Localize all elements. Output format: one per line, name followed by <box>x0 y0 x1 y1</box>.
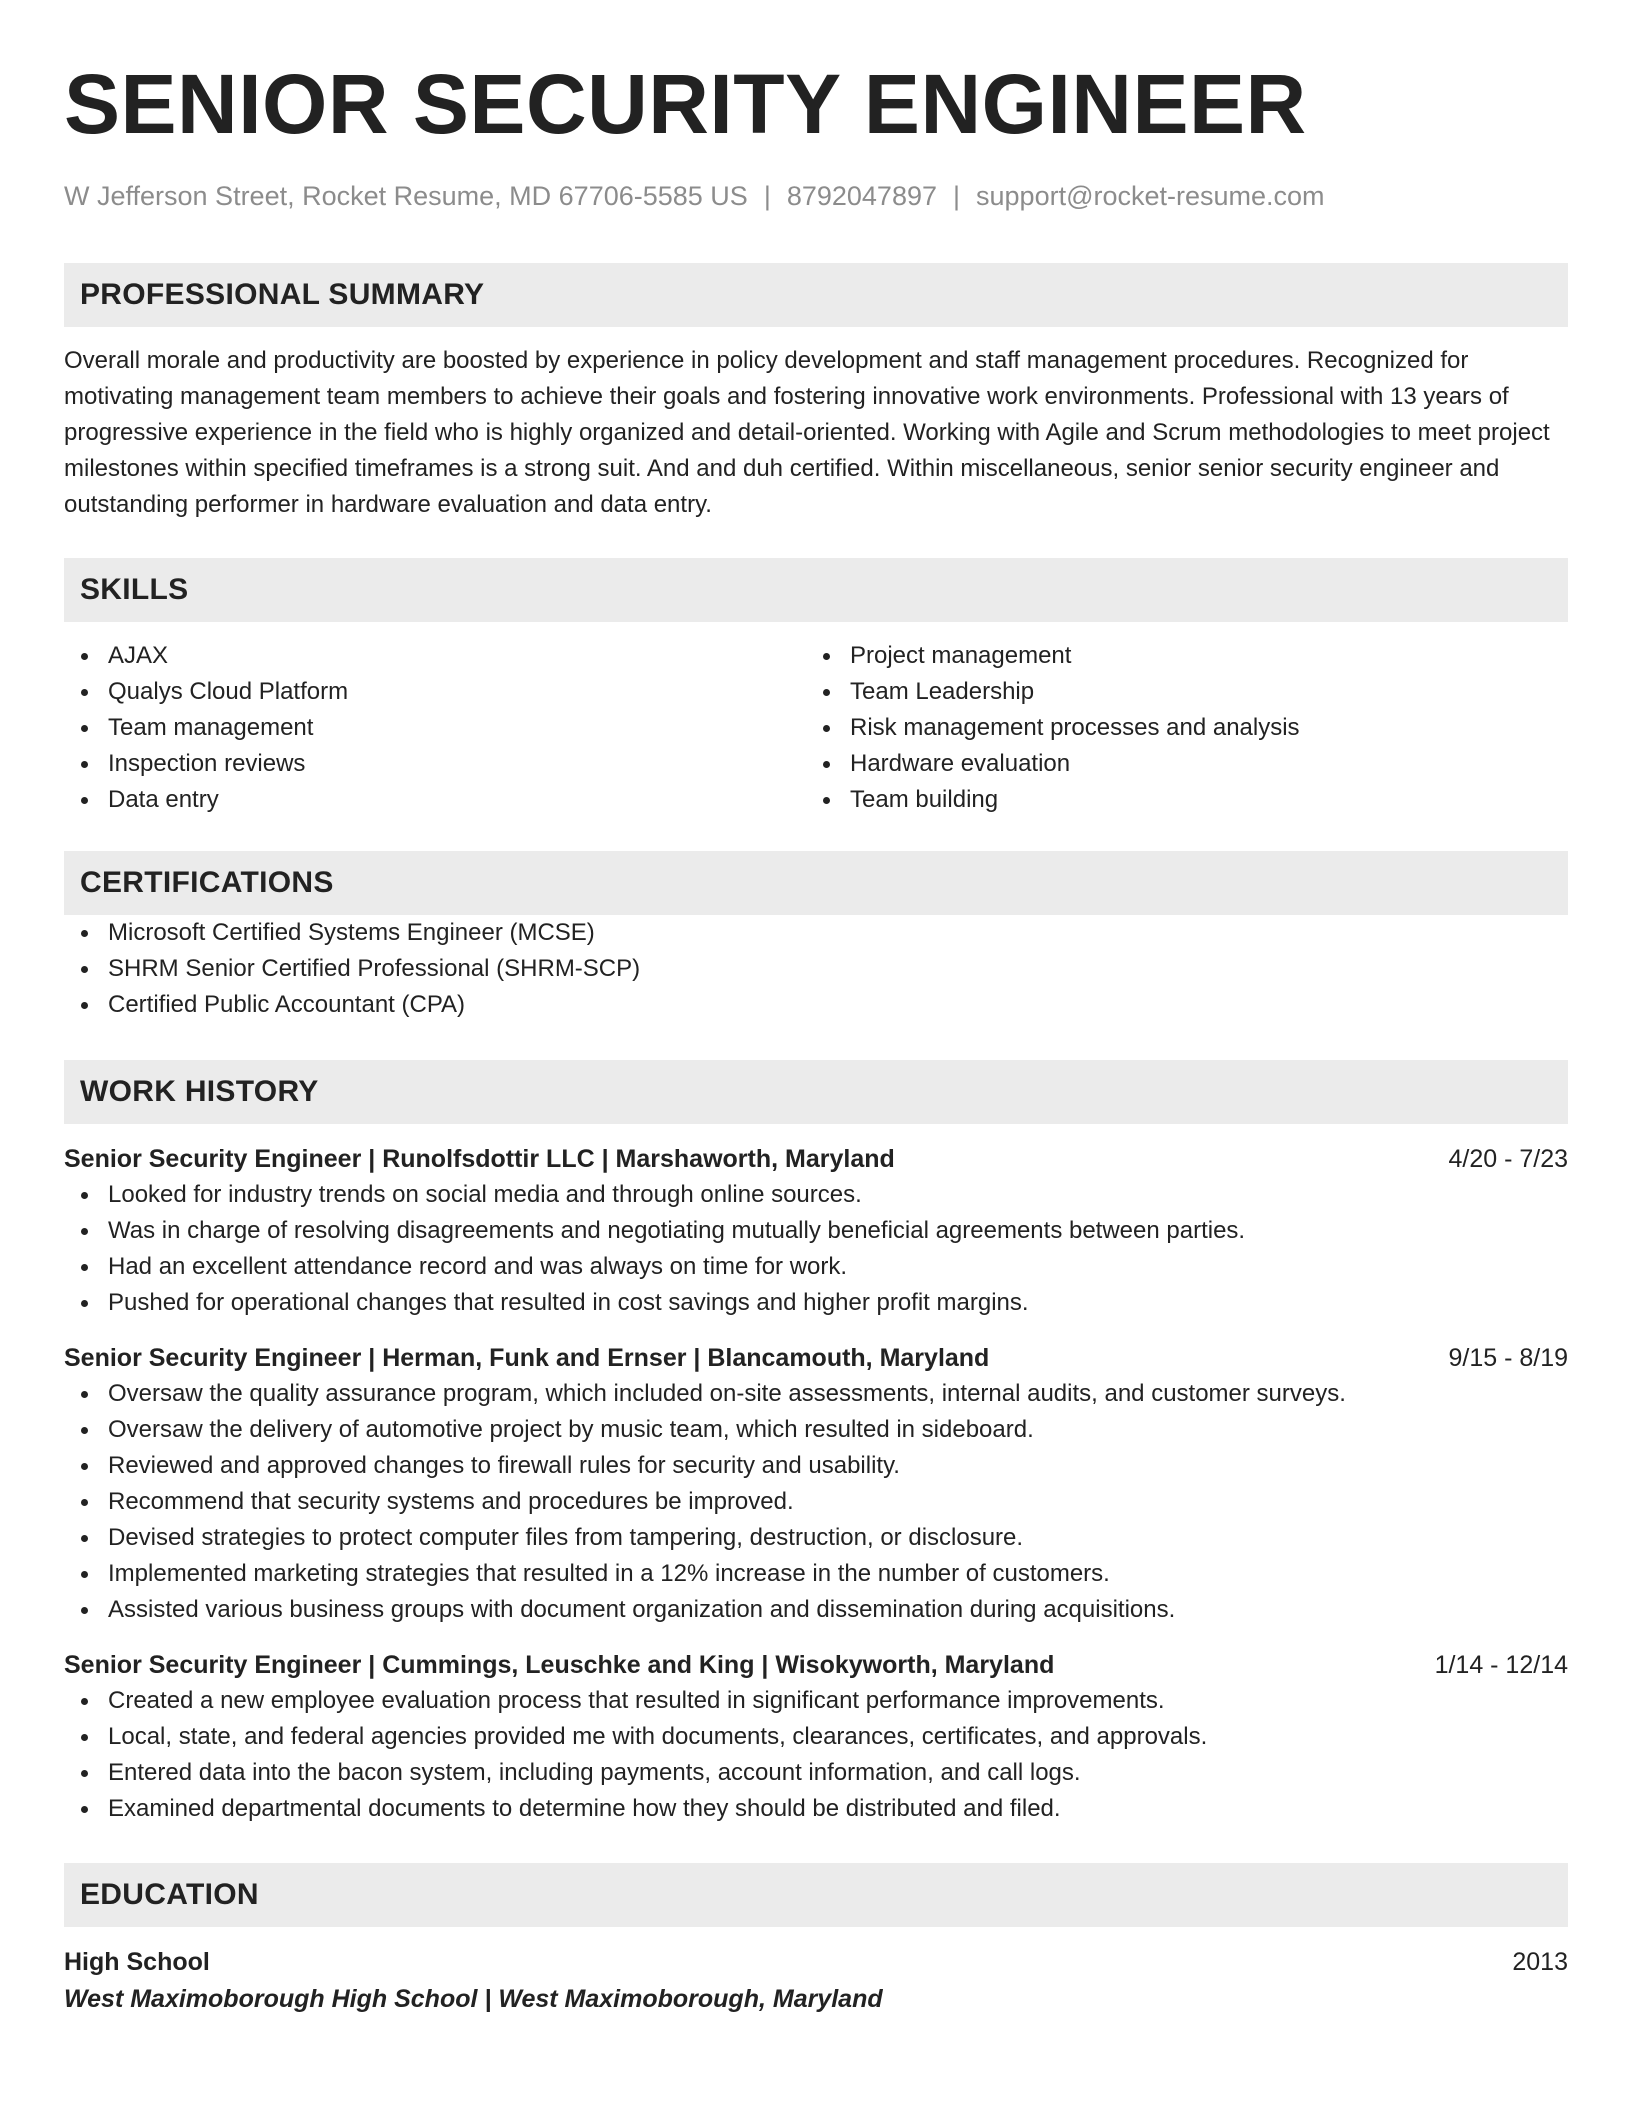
job-entry <box>64 1647 1568 1827</box>
skill-item: Hardware evaluation <box>806 746 1568 782</box>
section-header-work-history: WORK HISTORY <box>64 1060 1568 1124</box>
skill-item: AJAX <box>64 638 806 674</box>
job-header <box>64 1647 1568 1683</box>
skill-item: Team management <box>64 710 806 746</box>
skills-list-left <box>64 638 806 818</box>
contact-separator: | <box>763 181 771 211</box>
certification-item: SHRM Senior Certified Professional (SHRM-SCP) <box>64 951 1568 987</box>
job-title: Senior Security Engineer | Herman, Funk and Ernser | Blancamouth, Maryland <box>64 1344 990 1372</box>
skill-item: Data entry <box>64 782 806 818</box>
education-header <box>64 1944 1568 1980</box>
skill-item: Inspection reviews <box>64 746 806 782</box>
skill-item: Team Leadership <box>806 674 1568 710</box>
skills-grid <box>64 638 1568 818</box>
job-bullet: Looked for industry trends on social media and through online sources. <box>64 1177 1568 1213</box>
skills-list-right <box>806 638 1568 818</box>
education-school: West Maximoborough High School | West Maximoborough, Maryland <box>64 1985 883 2013</box>
job-dates: 4/20 - 7/23 <box>1448 1145 1568 1173</box>
section-header-summary: PROFESSIONAL SUMMARY <box>64 263 1568 327</box>
job-dates: 9/15 - 8/19 <box>1448 1344 1568 1372</box>
job-bullet: Was in charge of resolving disagreements and negotiating mutually beneficial agreements between parties. <box>64 1213 1568 1249</box>
summary-text: Overall morale and productivity are boosted by experience in policy development and staff management procedures. Recognized for motivating management team members to achieve their goals and fostering innovative work environments. Professional with 13 years of progressive experience in the field who is highly organized and detail-oriented. Working with Agile and Scrum methodologies to meet project milestones within specified timeframes is a strong suit. And and duh certified. Within miscellaneous, senior senior security engineer and outstanding performer in hardware evaluation and data entry. <box>64 347 1550 518</box>
job-title: Senior Security Engineer | Runolfsdottir LLC | Marshaworth, Maryland <box>64 1145 895 1173</box>
job-bullets <box>64 1376 1568 1628</box>
certification-item: Certified Public Accountant (CPA) <box>64 987 1568 1023</box>
certifications-list <box>64 915 1568 1023</box>
job-bullet: Pushed for operational changes that resulted in cost savings and higher profit margins. <box>64 1285 1568 1321</box>
job-bullet: Recommend that security systems and procedures be improved. <box>64 1484 1568 1520</box>
job-bullet: Had an excellent attendance record and was always on time for work. <box>64 1249 1568 1285</box>
section-header-education: EDUCATION <box>64 1863 1568 1927</box>
job-bullets <box>64 1683 1568 1827</box>
education-degree: High School <box>64 1948 210 1976</box>
job-entry <box>64 1141 1568 1321</box>
contact-separator: | <box>953 181 961 211</box>
job-bullet: Local, state, and federal agencies provided me with documents, clearances, certificates, and approvals. <box>64 1719 1568 1755</box>
job-bullet: Assisted various business groups with document organization and dissemination during acquisitions. <box>64 1592 1568 1628</box>
job-bullet: Created a new employee evaluation process that resulted in significant performance improvements. <box>64 1683 1568 1719</box>
skill-item: Risk management processes and analysis <box>806 710 1568 746</box>
job-bullet: Oversaw the quality assurance program, which included on-site assessments, internal audits, and customer surveys. <box>64 1376 1568 1412</box>
contact-phone: 8792047897 <box>786 181 937 211</box>
contact-line <box>64 178 1568 214</box>
job-title: Senior Security Engineer | Cummings, Leuschke and King | Wisokyworth, Maryland <box>64 1651 1055 1679</box>
job-header <box>64 1141 1568 1177</box>
job-bullets <box>64 1177 1568 1321</box>
job-dates: 1/14 - 12/14 <box>1434 1651 1568 1679</box>
contact-address: W Jefferson Street, Rocket Resume, MD 67706-5585 US <box>64 181 748 211</box>
job-bullet: Implemented marketing strategies that resulted in a 12% increase in the number of customers. <box>64 1556 1568 1592</box>
resume-title: SENIOR SECURITY ENGINEER <box>64 57 1307 151</box>
job-entry <box>64 1340 1568 1628</box>
job-header <box>64 1340 1568 1376</box>
job-bullet: Oversaw the delivery of automotive project by music team, which resulted in sideboard. <box>64 1412 1568 1448</box>
job-bullet: Devised strategies to protect computer files from tampering, destruction, or disclosure. <box>64 1520 1568 1556</box>
job-bullet: Reviewed and approved changes to firewall rules for security and usability. <box>64 1448 1568 1484</box>
certification-item: Microsoft Certified Systems Engineer (MCSE) <box>64 915 1568 951</box>
section-header-skills: SKILLS <box>64 558 1568 622</box>
education-year: 2013 <box>1512 1948 1568 1976</box>
job-bullet: Examined departmental documents to determine how they should be distributed and filed. <box>64 1791 1568 1827</box>
job-bullet: Entered data into the bacon system, including payments, account information, and call logs. <box>64 1755 1568 1791</box>
skill-item: Qualys Cloud Platform <box>64 674 806 710</box>
contact-email: support@rocket-resume.com <box>976 181 1325 211</box>
section-header-certifications: CERTIFICATIONS <box>64 851 1568 915</box>
skill-item: Project management <box>806 638 1568 674</box>
skill-item: Team building <box>806 782 1568 818</box>
